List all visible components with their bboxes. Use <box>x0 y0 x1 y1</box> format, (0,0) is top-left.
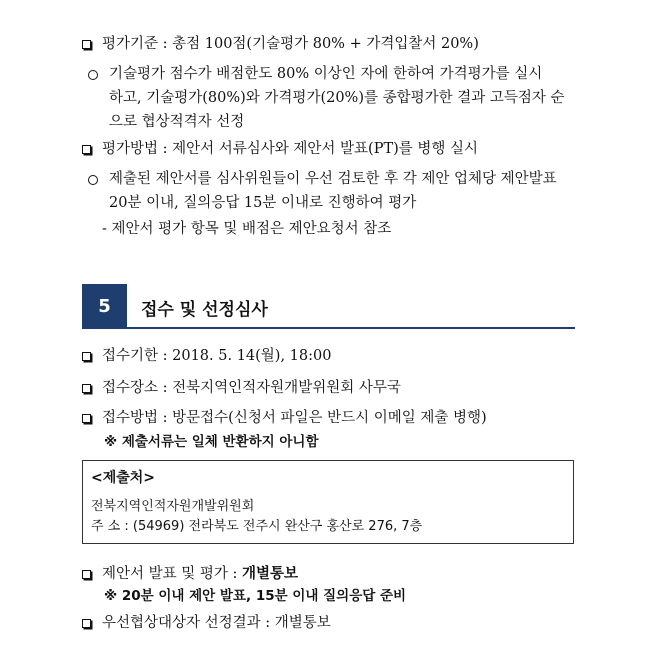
eval-criteria: 평가기준 : 총점 100점(기술평가 80% + 가격입찰서 20%) <box>102 36 479 52</box>
square-bullet-icon <box>82 40 91 49</box>
square-bullet-icon <box>82 570 91 579</box>
criteria-detail-line-2: 하고, 기술평가(80%)와 가격평가(20%)를 종합평가한 결과 고득점자 순 <box>109 90 565 106</box>
eval-method: 평가방법 : 제안서 서류심사와 제안서 발표(PT)를 병행 실시 <box>102 141 479 157</box>
reception-notice: ※ 제출서류는 일체 반환하지 아니함 <box>104 434 319 450</box>
square-bullet-icon <box>82 414 91 423</box>
method-note: - 제안서 평가 항목 및 배점은 제안요청서 참조 <box>102 221 392 237</box>
method-detail-line-2: 20분 이내, 질의응답 15분 이내로 진행하여 평가 <box>109 195 417 211</box>
submission-org: 전북지역인적자원개발위원회 <box>91 499 255 514</box>
method-detail-line-1: 제출된 제안서를 심사위원들이 우선 검토한 후 각 제안 업체당 제안발표 <box>109 171 557 187</box>
circle-bullet-icon <box>88 175 98 185</box>
presentation-value: 개별통보 <box>242 566 299 582</box>
submission-box-title: <제출처> <box>91 470 156 486</box>
reception-place: 접수장소 : 전북지역인적자원개발위원회 사무국 <box>102 380 401 396</box>
square-bullet-icon <box>82 619 91 628</box>
reception-deadline: 접수기한 : 2018. 5. 14(월), 18:00 <box>102 348 332 364</box>
presentation-label: 제안서 발표 및 평가 : <box>102 566 242 582</box>
submission-box <box>82 460 574 544</box>
square-bullet-icon <box>82 352 91 361</box>
selection-result: 우선협상대상자 선정결과 : 개별통보 <box>102 615 331 631</box>
circle-bullet-icon <box>88 70 98 80</box>
submission-address: 주 소 : (54969) 전라북도 전주시 완산구 홍산로 276, 7층 <box>91 519 423 534</box>
section-number: 5 <box>82 284 127 329</box>
square-bullet-icon <box>82 145 91 154</box>
section-divider <box>127 327 575 329</box>
presentation-item <box>102 564 298 584</box>
section-title: 접수 및 선정심사 <box>141 300 268 320</box>
criteria-detail-line-3: 으로 협상적격자 선정 <box>109 114 245 130</box>
reception-method: 접수방법 : 방문접수(신청서 파일은 반드시 이메일 제출 병행) <box>102 410 487 426</box>
square-bullet-icon <box>82 384 91 393</box>
criteria-detail-line-1: 기술평가 점수가 배점한도 80% 이상인 자에 한하여 가격평가를 실시 <box>109 66 543 82</box>
presentation-note: ※ 20분 이내 제안 발표, 15분 이내 질의응답 준비 <box>104 588 407 604</box>
